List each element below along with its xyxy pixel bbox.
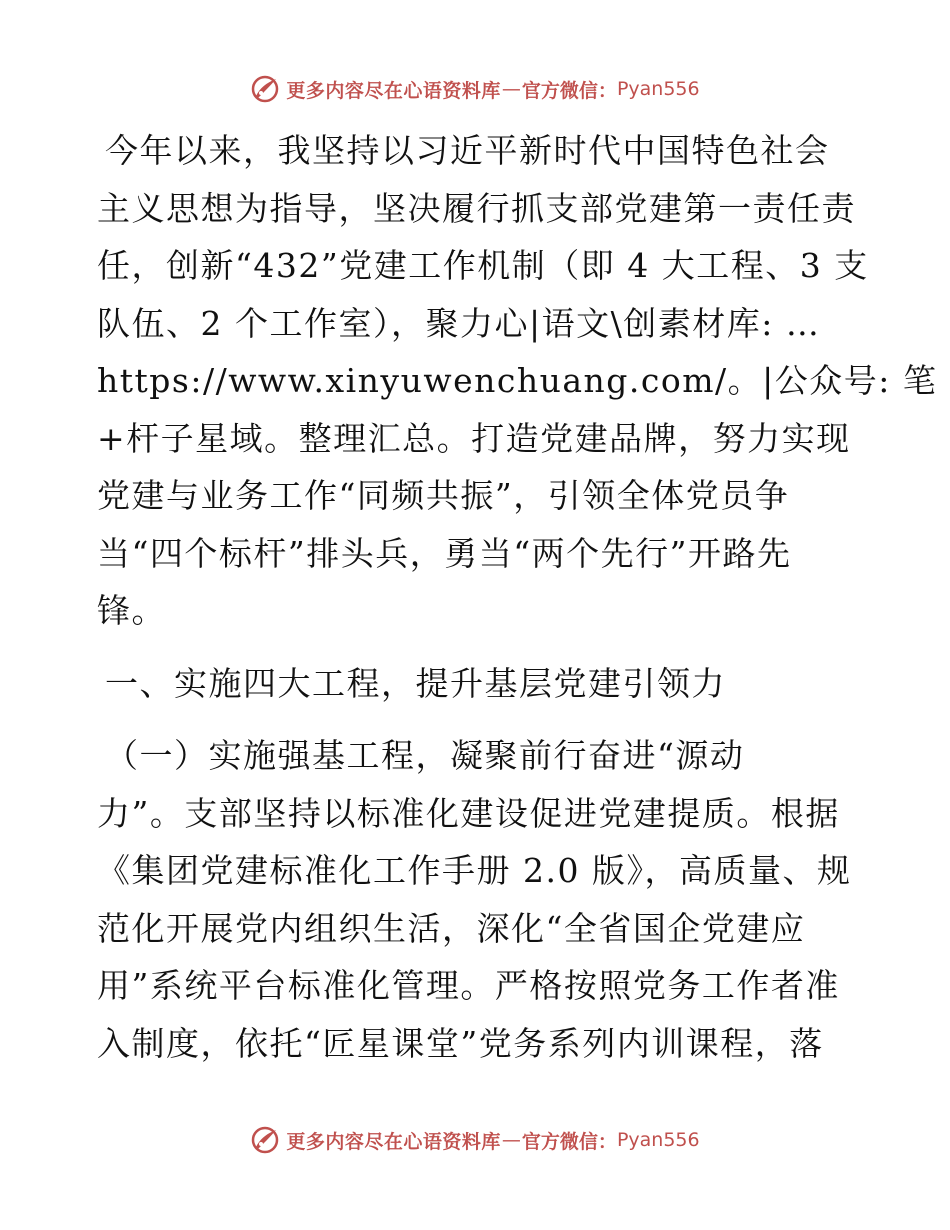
paragraph-line: 入制度，依托“匠星课堂”党务系列内训课程，落 — [97, 1023, 824, 1063]
header-banner — [0, 72, 950, 106]
paragraph-line: 用”系统平台标准化管理。严格按照党务工作者准 — [97, 966, 840, 1005]
banner-wechat-id: Pyan556 — [616, 1129, 700, 1151]
pen-logo-icon — [250, 74, 280, 104]
banner-separator: — — [501, 1129, 521, 1151]
banner-wechat-label: 官方微信： — [521, 1130, 617, 1153]
paragraph-line: 队伍、2 个工作室），聚力心|语文\创素材库: … — [97, 303, 821, 343]
paragraph-line: +杆子星域。整理汇总。打造党建品牌，努力实现 — [97, 418, 851, 458]
paragraph-line: 锋。 — [97, 591, 166, 630]
banner-site-text: 更多内容尽在心语资料库 — [286, 1130, 501, 1153]
paragraph-line: 《集团党建标准化工作手册 2.0 版》，高质量、规 — [97, 851, 852, 890]
banner-separator: — — [501, 78, 521, 100]
paragraph-line: 力”。支部坚持以标准化建设促进党建提质。根据 — [97, 793, 840, 833]
subsection-heading: （一）实施强基工程，凝聚前行奋进“源动 — [105, 736, 745, 775]
pen-logo-icon — [250, 1125, 280, 1155]
banner-site-text: 更多内容尽在心语资料库 — [286, 79, 501, 102]
banner-wechat-id: Pyan556 — [616, 78, 700, 100]
section-heading: 一、实施四大工程，提升基层党建引领力 — [105, 663, 726, 703]
paragraph-line: 当“四个标杆”排头兵，勇当“两个先行”开路先 — [97, 533, 792, 573]
paragraph-line: 主义思想为指导，坚决履行抓支部党建第一责任责 — [97, 188, 856, 228]
banner-wechat-label: 官方微信： — [521, 79, 617, 102]
paragraph-line: 今年以来，我坚持以习近平新时代中国特色社会 — [105, 131, 830, 170]
paragraph-line: 党建与业务工作“同频共振”，引领全体党员争 — [97, 476, 790, 515]
paragraph-line: 范化开展党内组织生活，深化“全省国企党建应 — [97, 908, 806, 948]
paragraph-line: 任，创新“432”党建工作机制（即 4 大工程、3 支 — [97, 246, 869, 285]
document-body — [97, 122, 938, 1072]
footer-banner — [0, 1123, 950, 1157]
paragraph-line: https://www.xinyuwenchuang.com/。|公众号: 笔 — [97, 361, 938, 400]
